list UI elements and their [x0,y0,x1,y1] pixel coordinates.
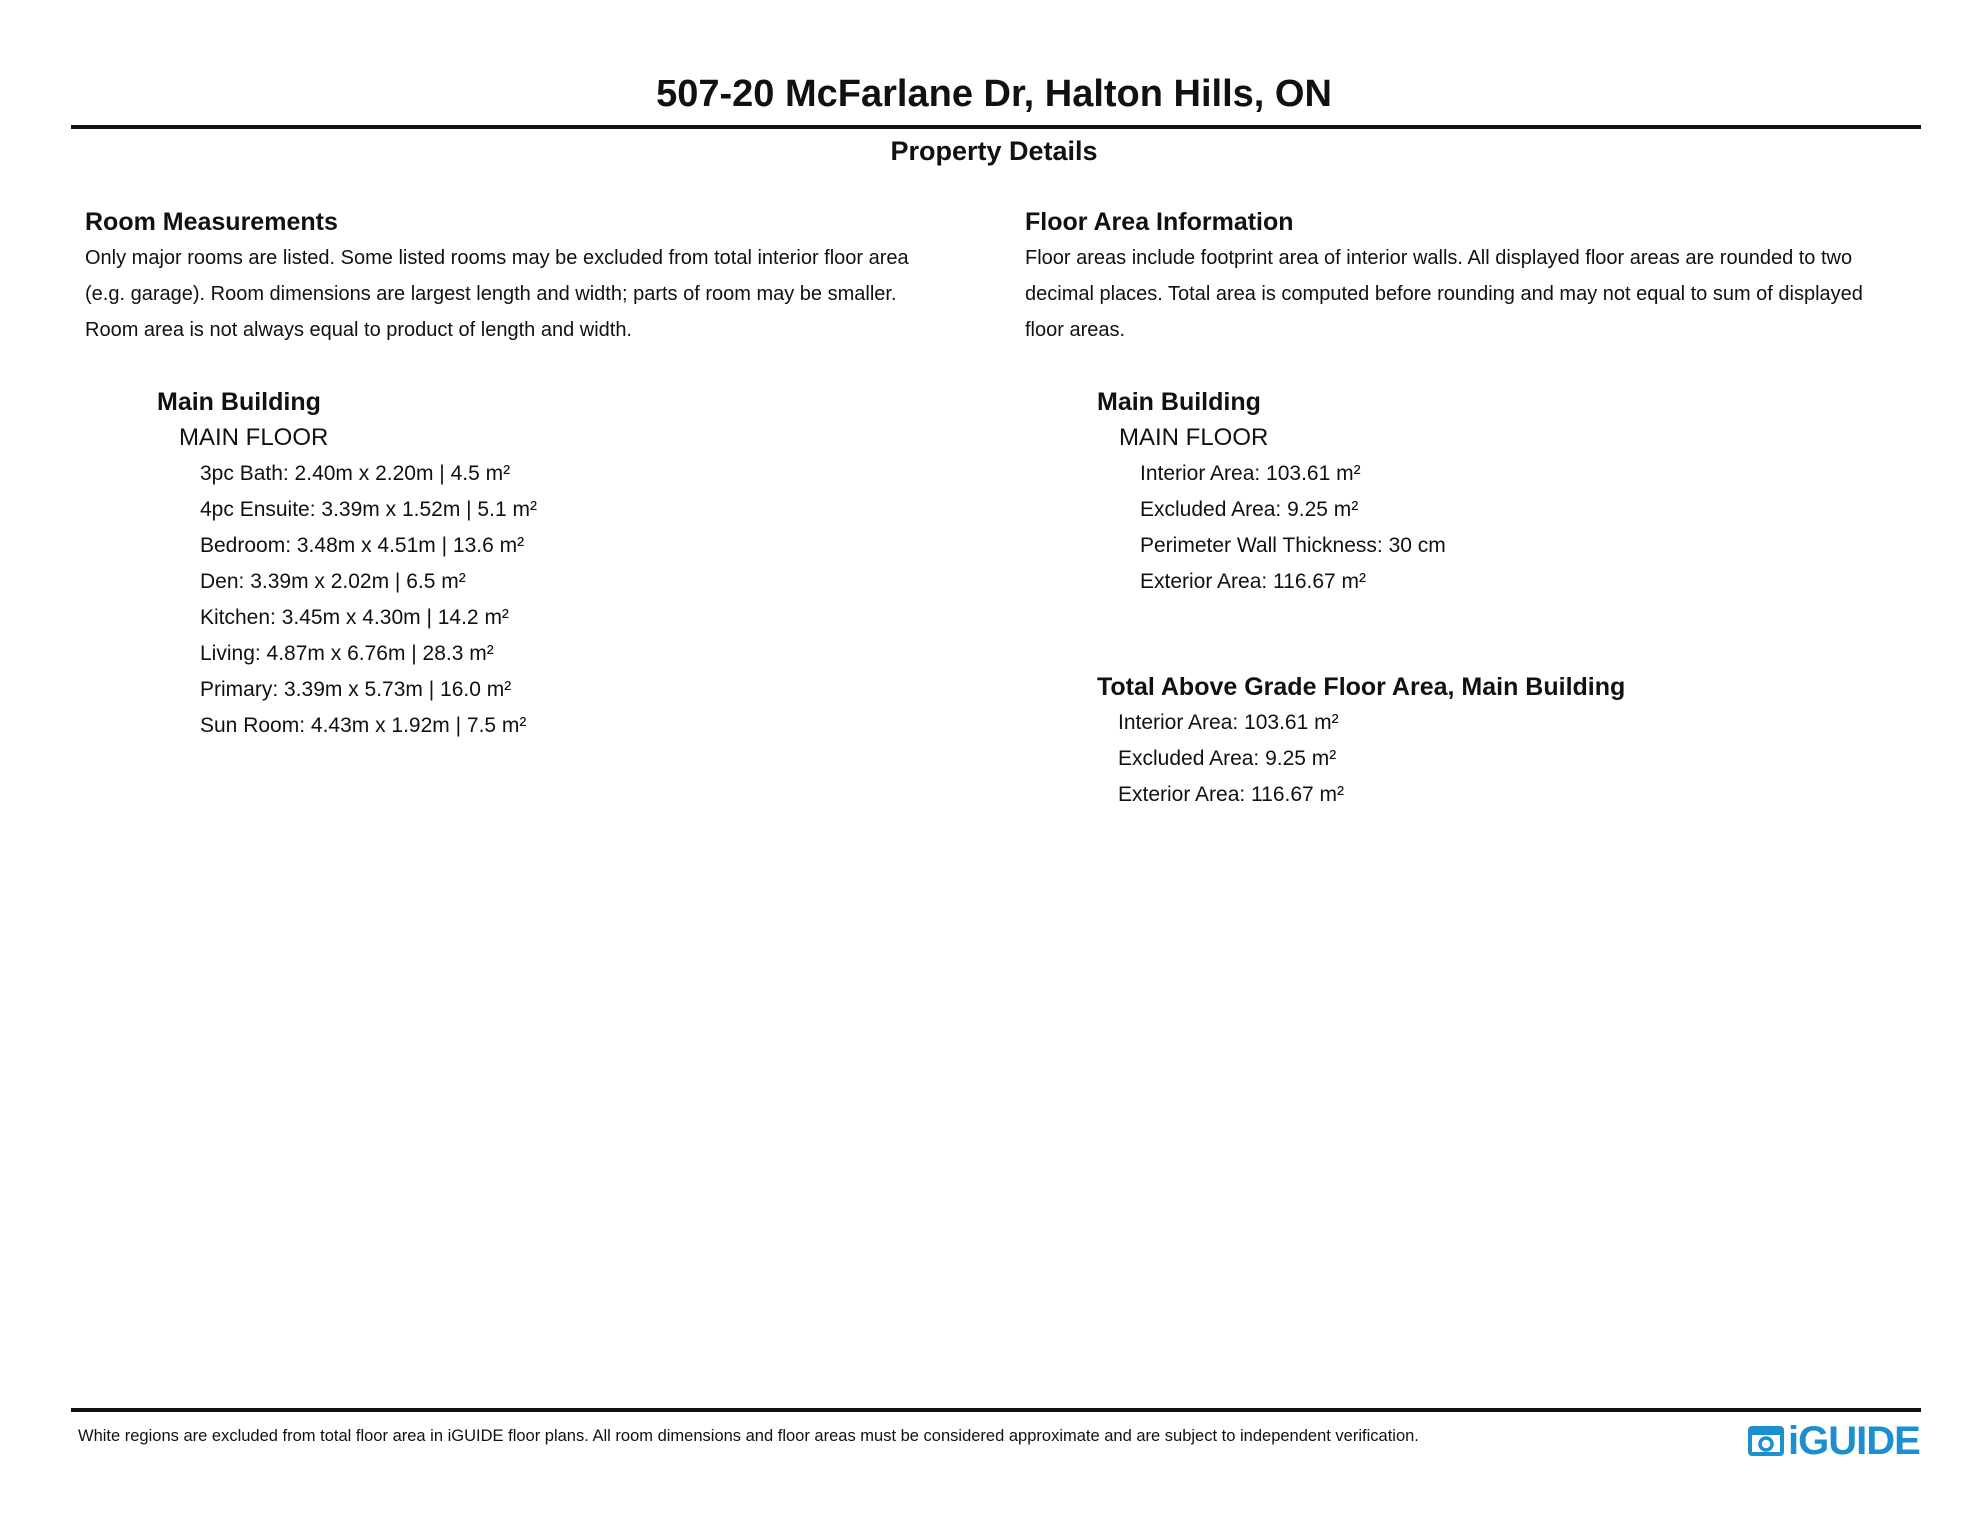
list-item: Interior Area: 103.61 m² [1140,462,1361,485]
description-line: Only major rooms are listed. Some listed rooms may be excluded from total interior floor area [85,247,909,269]
list-item: 4pc Ensuite: 3.39m x 1.52m | 5.1 m² [200,498,537,521]
list-item: Bedroom: 3.48m x 4.51m | 13.6 m² [200,534,525,557]
floor-area-main-building [1097,384,1446,600]
list-item: Perimeter Wall Thickness: 30 cm [1140,534,1446,557]
description-line: (e.g. garage). Room dimensions are largest length and width; parts of room may be smaller. [85,283,897,305]
building-heading: Main Building [157,388,321,416]
total-floor-area [1097,669,1625,813]
building-heading: Main Building [1097,388,1261,416]
list-item: Living: 4.87m x 6.76m | 28.3 m² [200,642,494,665]
floor-heading: MAIN FLOOR [179,424,329,451]
list-item: 3pc Bath: 2.40m x 2.20m | 4.5 m² [200,462,511,485]
floor-area-heading: Floor Area Information [1025,208,1294,236]
list-item: Excluded Area: 9.25 m² [1140,498,1359,521]
iguide-camera-icon [1748,1424,1784,1458]
description-line: decimal places. Total area is computed before rounding and may not equal to sum of displayed [1025,283,1863,305]
list-item: Interior Area: 103.61 m² [1118,711,1339,734]
room-measurements-heading: Room Measurements [85,208,338,236]
list-item: Sun Room: 4.43m x 1.92m | 7.5 m² [200,714,527,737]
total-heading: Total Above Grade Floor Area, Main Building [1097,673,1626,701]
floor-area-description [1025,240,1935,348]
list-item: Kitchen: 3.45m x 4.30m | 14.2 m² [200,606,509,629]
footer-divider [71,1408,1921,1412]
title-divider [71,125,1921,129]
list-item: Exterior Area: 116.67 m² [1118,783,1345,806]
page-subtitle: Property Details [890,136,1098,166]
list-item: Exterior Area: 116.67 m² [1140,570,1367,593]
list-item: Primary: 3.39m x 5.73m | 16.0 m² [200,678,512,701]
logo-text: iGUIDE [1788,1419,1920,1463]
floor-area-section [1025,204,1935,348]
room-measurements-section [85,204,985,348]
description-line: Floor areas include footprint area of interior walls. All displayed floor areas are rounded to two [1025,247,1853,269]
room-measurements-description [85,240,985,348]
description-line: Room area is not always equal to product of length and width. [85,319,632,341]
list-item: Den: 3.39m x 2.02m | 6.5 m² [200,570,466,593]
list-item: Excluded Area: 9.25 m² [1118,747,1337,770]
description-line: floor areas. [1025,319,1126,341]
page-title: 507-20 McFarlane Dr, Halton Hills, ON [656,73,1332,115]
footer-note: White regions are excluded from total floor area in iGUIDE floor plans. All room dimensions and floor areas must be considered approximate and are subject to independent verification. [78,1427,1419,1445]
floor-heading: MAIN FLOOR [1119,424,1269,451]
room-list-main-building [157,384,537,744]
iguide-logo [1748,1421,1920,1461]
